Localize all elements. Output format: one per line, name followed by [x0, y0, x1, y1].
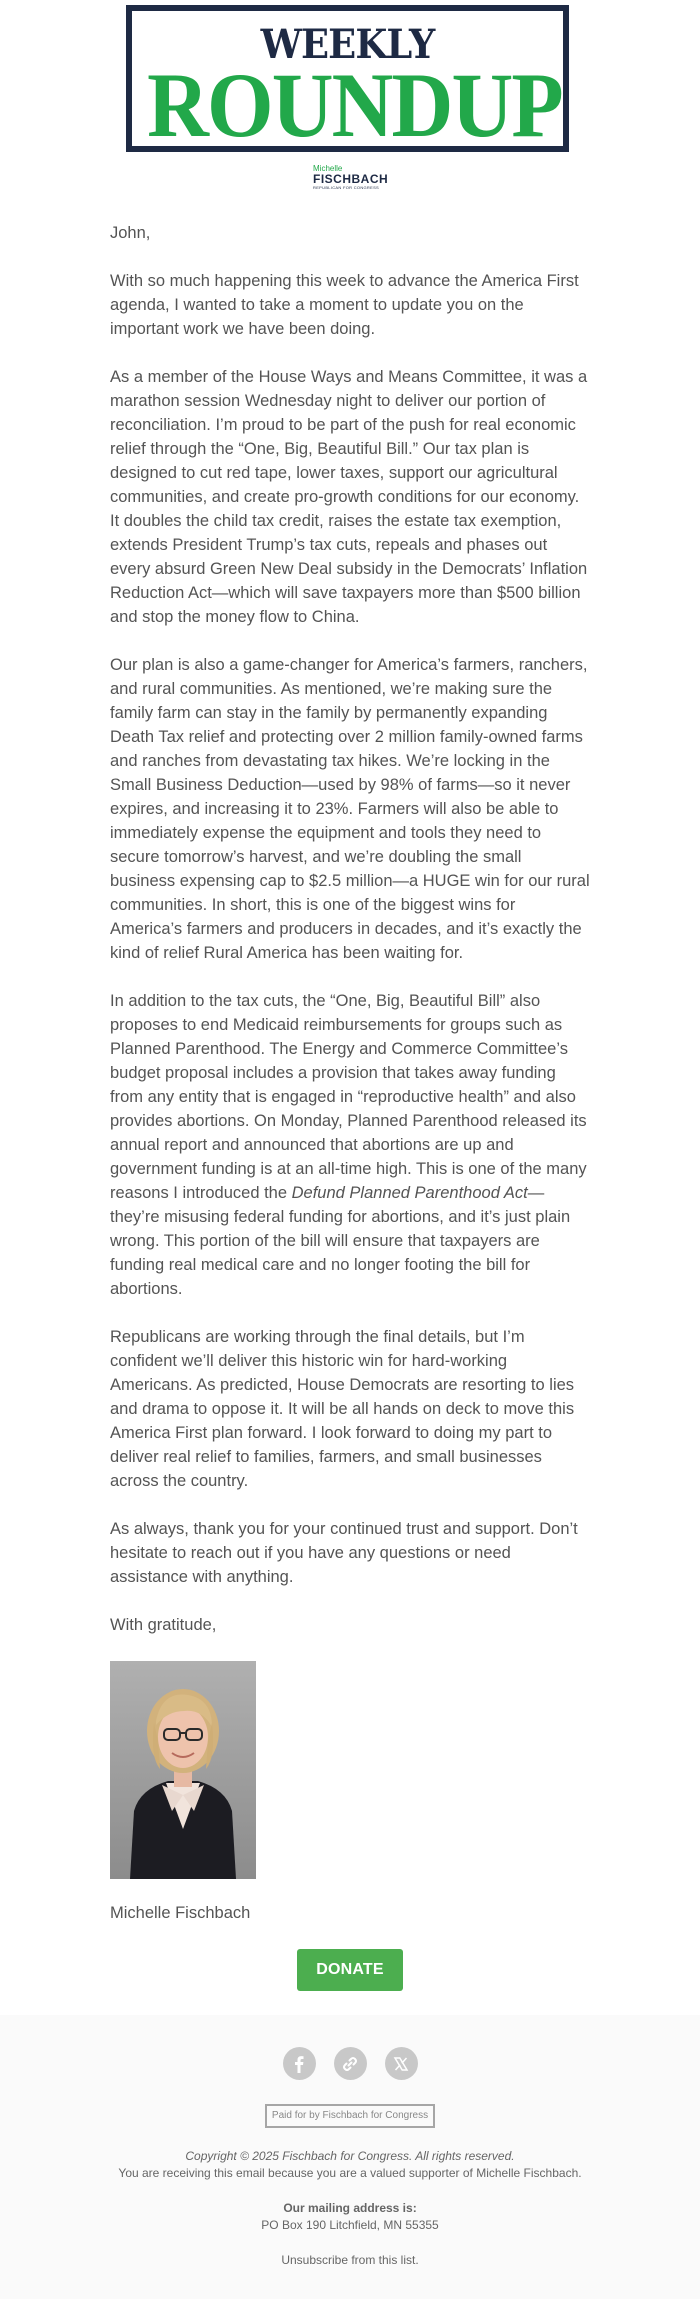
- paragraph-ways-and-means: As a member of the House Ways and Means Committee, it was a marathon session Wednesday night to deliver our portion of reconciliation. I’m proud to be part of the push for real economic relief through the “One, Big, Beautiful Bill.” Our tax plan is designed to cut red tape, lower taxes, support our agricultural communities, and create pro-growth conditions for our economy. It doubles the child tax credit, raises the estate tax exemption, extends President Trump’s tax cuts, repeals and phases out every absurd Green New Deal subsidy in the Democrats’ Inflation Reduction Act—which will save taxpayers more than $500 billion and stop the money flow to China.: [110, 368, 588, 626]
- banner-roundup-text: ROUNDUP: [147, 54, 562, 156]
- greeting: John,: [110, 224, 151, 242]
- donate-button[interactable]: DONATE: [297, 1949, 403, 1991]
- logo-tagline: REPUBLICAN FOR CONGRESS: [313, 185, 380, 190]
- link-icon[interactable]: [334, 2047, 367, 2080]
- email-header: [0, 0, 700, 215]
- logo-first-name: Michelle: [313, 164, 343, 173]
- paragraph-planned-parenthood: [110, 989, 590, 1301]
- copyright-text: Copyright © 2025 Fischbach for Congress. All rights reserved.: [185, 2149, 515, 2163]
- pp-text-after: —they’re misusing federal funding for abortions, and it’s just plain wrong. This portion of the bill will ensure that taxpayers are funding real medical care and no longer footing the bill for abortions.: [110, 1184, 571, 1298]
- paragraph-thanks: As always, thank you for your continued trust and support. Don’t hesitate to reach out if you have any questions or need assistance with anything.: [110, 1520, 578, 1586]
- fischbach-logo: [300, 164, 400, 192]
- unsubscribe-link[interactable]: Unsubscribe from this list.: [281, 2253, 419, 2267]
- pp-text-before: In addition to the tax cuts, the “One, Big, Beautiful Bill” also proposes to end Medicaid reimbursements for groups such as Planned Parenthood. The Energy and Commerce Committee’s budget proposal includes a provision that takes away funding from any entity that is engaged in “reproductive health” and also provides abortions. On Monday, Planned Parenthood released its annual report and announced that abortions are up and government funding is at an all-time high. This is one of the many reasons I introduced the: [110, 992, 587, 1202]
- donate-section: [0, 1949, 700, 2015]
- mailing-address-title: Our mailing address is:: [283, 2201, 417, 2215]
- defund-act-title: Defund Planned Parenthood Act: [291, 1184, 528, 1202]
- logo-last-name: FISCHBACH: [313, 172, 389, 186]
- facebook-icon[interactable]: [283, 2047, 316, 2080]
- email-footer: [0, 2015, 700, 2299]
- paragraph-intro: With so much happening this week to advance the America First agenda, I wanted to take a moment to update you on the important work we have been doing.: [110, 272, 579, 338]
- banner-weekly-text: WEEKLY: [260, 21, 435, 68]
- paragraph-final-details: Republicans are working through the final details, but I’m confident we’ll deliver this historic win for hard-working Americans. As predicted, House Democrats are resorting to lies and drama to oppose it. It will be all hands on deck to move this America First plan forward. I look forward to doing my part to deliver real relief to families, farmers, and small businesses across the country.: [110, 1328, 575, 1490]
- mailing-address: PO Box 190 Litchfield, MN 55355: [261, 2218, 439, 2232]
- closing-line: With gratitude,: [110, 1616, 217, 1634]
- signature-name: Michelle Fischbach: [110, 1904, 251, 1922]
- email-body: [0, 221, 700, 1925]
- paid-for-disclaimer: Paid for by Fischbach for Congress: [265, 2104, 435, 2128]
- paragraph-farmers: Our plan is also a game-changer for America’s farmers, ranchers, and rural communities. As mentioned, we’re making sure the family farm can stay in the family by permanently expanding Death Tax relief and protecting over 2 million family-owned farms and ranches from devastating tax hikes. We’re locking in the Small Business Deduction—used by 98% of farms—so it never expires, and increasing it to 23%. Farmers will also be able to immediately expense the equipment and tools they need to secure tomorrow’s harvest, and we’re doubling the small business expensing cap to $2.5 million—a HUGE win for our rural communities. In short, this is one of the biggest wins for America’s farmers and producers in decades, and it’s exactly the kind of relief Rural America has been waiting for.: [110, 656, 590, 962]
- social-links: [0, 2047, 700, 2080]
- x-icon[interactable]: [385, 2047, 418, 2080]
- subscription-reason: You are receiving this email because you are a valued supporter of Michelle Fischbach.: [118, 2166, 582, 2180]
- weekly-roundup-banner: [126, 5, 569, 156]
- michelle-fischbach-photo: [110, 1661, 256, 1879]
